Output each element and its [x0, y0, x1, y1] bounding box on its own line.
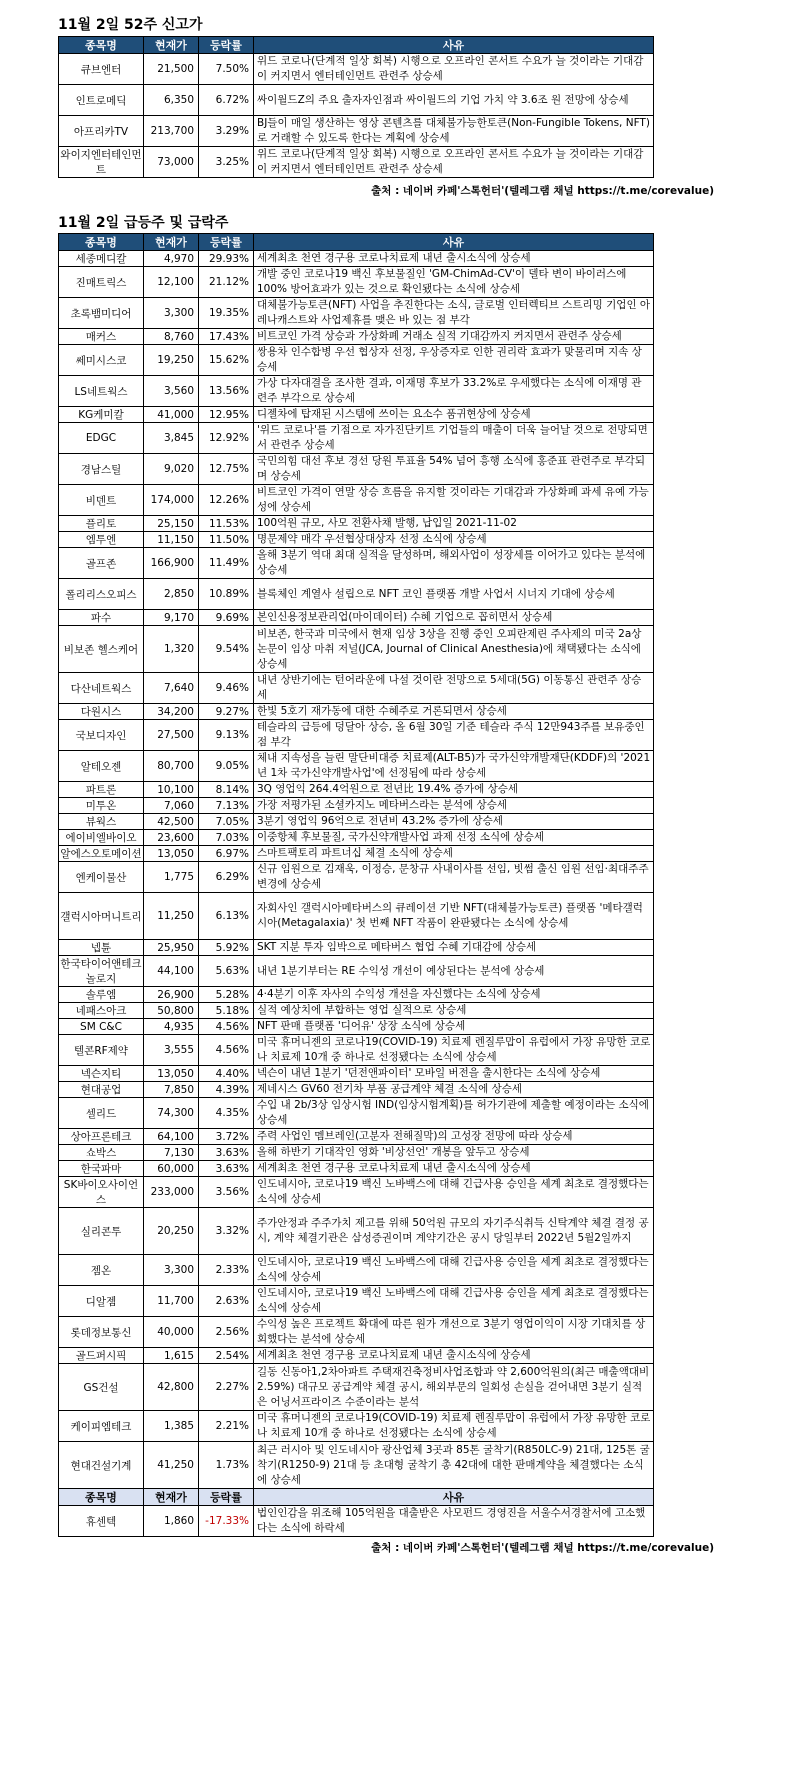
change-rate: 6.72%	[199, 85, 254, 116]
current-price: 80,700	[144, 751, 199, 782]
stock-name: 젬온	[59, 1255, 144, 1286]
reason: 가상 다자대결을 조사한 결과, 이재명 후보가 33.2%로 우세했다는 소식에 이재명 관련주 부각으로 상승세	[254, 376, 654, 407]
current-price: 11,150	[144, 532, 199, 548]
reason: 테슬라의 급등에 덩달아 상승, 올 6월 30일 기준 테슬라 주식 12만943주를 보유중인 점 부각	[254, 720, 654, 751]
stock-name: 와이지엔터테인먼트	[59, 147, 144, 178]
column-header: 종목명	[59, 1489, 144, 1506]
table-row	[59, 298, 654, 329]
current-price: 27,500	[144, 720, 199, 751]
change-rate: 21.12%	[199, 267, 254, 298]
change-rate: 7.03%	[199, 830, 254, 846]
table-row	[59, 1506, 654, 1537]
column-header: 종목명	[59, 37, 144, 54]
table-row	[59, 1019, 654, 1035]
stock-name: 초록뱀미디어	[59, 298, 144, 329]
current-price: 41,250	[144, 1442, 199, 1489]
change-rate: 4.56%	[199, 1035, 254, 1066]
column-header: 현재가	[144, 234, 199, 251]
stock-name: 폴리리스오피스	[59, 579, 144, 610]
change-rate: 3.63%	[199, 1145, 254, 1161]
stock-name: 실리콘투	[59, 1208, 144, 1255]
table-row	[59, 846, 654, 862]
column-header: 사유	[254, 234, 654, 251]
current-price: 20,250	[144, 1208, 199, 1255]
stock-name: 넥슨지티	[59, 1066, 144, 1082]
current-price: 34,200	[144, 704, 199, 720]
reason: 세계최초 천연 경구용 코로나치료제 내년 출시소식에 상승세	[254, 251, 654, 267]
current-price: 74,300	[144, 1098, 199, 1129]
change-rate: 9.54%	[199, 626, 254, 673]
stock-name: 엔케이물산	[59, 862, 144, 893]
change-rate: 11.49%	[199, 548, 254, 579]
stock-name: 미투온	[59, 798, 144, 814]
table-row	[59, 1442, 654, 1489]
reason: 3Q 영업익 264.4억원으로 전년比 19.4% 증가에 상승세	[254, 782, 654, 798]
stock-name: SK바이오사이언스	[59, 1177, 144, 1208]
reason: 넥슨이 내년 1분기 '던전앤파이터' 모바일 버전을 출시한다는 소식에 상승세	[254, 1066, 654, 1082]
reason: 비트코인 가격 상승과 가상화폐 거래소 실적 기대감까지 커지면서 관련주 상승세	[254, 329, 654, 345]
reason: 가장 저평가된 소셜카지노 메타버스라는 분석에 상승세	[254, 798, 654, 814]
current-price: 7,850	[144, 1082, 199, 1098]
new-high-table	[58, 36, 654, 178]
table-row	[59, 407, 654, 423]
stock-name: 솔루엠	[59, 987, 144, 1003]
table-row	[59, 251, 654, 267]
change-rate: 10.89%	[199, 579, 254, 610]
stock-name: KG케미칼	[59, 407, 144, 423]
reason: 인도네시아, 코로나19 백신 노바백스에 대해 긴급사용 승인을 세계 최초로 결정했다는 소식에 상승세	[254, 1255, 654, 1286]
change-rate: -17.33%	[199, 1506, 254, 1537]
stock-name: 아프리카TV	[59, 116, 144, 147]
section1-source: 출처 : 네이버 카페'스톡헌터'(텔레그램 채널 https://t.me/corevalue)	[371, 185, 714, 197]
table-row	[59, 1066, 654, 1082]
current-price: 3,300	[144, 298, 199, 329]
reason: 신규 임원으로 김재욱, 이정승, 문창규 사내이사를 선임, 빗썸 출신 임원 선임·최대주주 변경에 상승세	[254, 862, 654, 893]
stock-name: 비덴트	[59, 485, 144, 516]
section1-title: 11월 2일 52주 신고가	[58, 17, 203, 33]
reason: 법인인감을 위조해 105억원을 대출받은 사모펀드 경영진을 서울수서경찰서에 고소했다는 소식에 하락세	[254, 1506, 654, 1537]
current-price: 13,050	[144, 846, 199, 862]
change-rate: 3.32%	[199, 1208, 254, 1255]
current-price: 26,900	[144, 987, 199, 1003]
table-row	[59, 147, 654, 178]
table-row	[59, 862, 654, 893]
stock-name: 롯데정보통신	[59, 1317, 144, 1348]
reason: 내년 상반기에는 턴어라운에 나설 것이란 전망으로 5세대(5G) 이동통신 관련주 상승세	[254, 673, 654, 704]
stock-name: 디알젬	[59, 1286, 144, 1317]
change-rate: 3.72%	[199, 1129, 254, 1145]
header-row	[59, 1489, 654, 1506]
change-rate: 2.56%	[199, 1317, 254, 1348]
current-price: 13,050	[144, 1066, 199, 1082]
change-rate: 5.28%	[199, 987, 254, 1003]
stock-name: 상아프론테크	[59, 1129, 144, 1145]
table-row	[59, 1208, 654, 1255]
stock-name: 에이비엘바이오	[59, 830, 144, 846]
current-price: 12,100	[144, 267, 199, 298]
change-rate: 3.63%	[199, 1161, 254, 1177]
stock-name: 뷰웍스	[59, 814, 144, 830]
current-price: 213,700	[144, 116, 199, 147]
change-rate: 9.69%	[199, 610, 254, 626]
reason: 비보존, 한국과 미국에서 현재 임상 3상을 진행 중인 오피란제린 주사제의 미국 2a상 논문이 임상 마취 저널(JCA, Journal of Clinical Anesthesia)에 채택됐다는 소식에 상승세	[254, 626, 654, 673]
table-row	[59, 798, 654, 814]
current-price: 60,000	[144, 1161, 199, 1177]
reason: 3분기 영업익 96억으로 전년비 43.2% 증가에 상승세	[254, 814, 654, 830]
current-price: 3,555	[144, 1035, 199, 1066]
current-price: 4,935	[144, 1019, 199, 1035]
reason: 올해 3분기 역대 최대 실적을 달성하며, 해외사업이 성장세를 이어가고 있다는 분석에 상승세	[254, 548, 654, 579]
column-header: 사유	[254, 37, 654, 54]
reason: BJ들이 매일 생산하는 영상 콘텐츠를 대체불가능한토큰(Non-Fungible Tokens, NFT)로 거래할 수 있도록 한다는 계획에 상승세	[254, 116, 654, 147]
table-row	[59, 940, 654, 956]
reason: 세계최초 천연 경구용 코로나치료제 내년 출시소식에 상승세	[254, 1161, 654, 1177]
column-header: 사유	[254, 1489, 654, 1506]
reason: 체내 지속성을 늘린 말단비대증 치료제(ALT-B5)가 국가신약개발재단(KDDF)의 '2021년 1차 국가신약개발사업'에 선정됨에 따라 상승세	[254, 751, 654, 782]
current-price: 44,100	[144, 956, 199, 987]
current-price: 1,615	[144, 1348, 199, 1364]
table-row	[59, 751, 654, 782]
stock-name: 셀리드	[59, 1098, 144, 1129]
reason: 미국 휴머니젠의 코로나19(COVID-19) 치료제 렌질루맙이 유럽에서 가장 유망한 코로나 치료제 10개 중 하나로 선정됐다는 소식에 상승세	[254, 1411, 654, 1442]
reason: 인도네시아, 코로나19 백신 노바백스에 대해 긴급사용 승인을 세계 최초로 결정했다는 소식에 상승세	[254, 1177, 654, 1208]
current-price: 9,170	[144, 610, 199, 626]
change-rate: 7.50%	[199, 54, 254, 85]
change-rate: 12.95%	[199, 407, 254, 423]
column-header: 현재가	[144, 1489, 199, 1506]
change-rate: 29.93%	[199, 251, 254, 267]
current-price: 7,130	[144, 1145, 199, 1161]
stock-name: 한국타이어앤테크놀로지	[59, 956, 144, 987]
reason: NFT 판매 플랫폼 '디어유' 상장 소식에 상승세	[254, 1019, 654, 1035]
reason: 세계최초 천연 경구용 코로나치료제 내년 출시소식에 상승세	[254, 1348, 654, 1364]
table-row	[59, 579, 654, 610]
reason: 위드 코로나(단계적 일상 회복) 시행으로 오프라인 콘서트 수요가 늘 것이라는 기대감이 커지면서 엔터테인먼트 관련주 상승세	[254, 147, 654, 178]
change-rate: 9.05%	[199, 751, 254, 782]
current-price: 42,800	[144, 1364, 199, 1411]
stock-name: 골드퍼시픽	[59, 1348, 144, 1364]
change-rate: 4.56%	[199, 1019, 254, 1035]
table-row	[59, 1098, 654, 1129]
reason: 수익성 높은 프로젝트 확대에 따른 원가 개선으로 3분기 영업이익이 시장 기대치를 상회했다는 분석에 상승세	[254, 1317, 654, 1348]
table-row	[59, 782, 654, 798]
change-rate: 3.29%	[199, 116, 254, 147]
table-row	[59, 673, 654, 704]
current-price: 25,150	[144, 516, 199, 532]
table-row	[59, 532, 654, 548]
table-row	[59, 1255, 654, 1286]
column-header: 등락률	[199, 234, 254, 251]
change-rate: 2.33%	[199, 1255, 254, 1286]
change-rate: 12.26%	[199, 485, 254, 516]
table-row	[59, 1082, 654, 1098]
table-row	[59, 454, 654, 485]
change-rate: 11.50%	[199, 532, 254, 548]
reason: 자회사인 갤럭시아메타버스의 큐레이션 기반 NFT(대체불가능토큰) 플랫폼 '메타갤럭시아(Metagalaxia)' 첫 번째 NFT 작품이 완판됐다는 소식에 상승세	[254, 893, 654, 940]
change-rate: 8.14%	[199, 782, 254, 798]
column-header: 등락률	[199, 37, 254, 54]
table-row	[59, 548, 654, 579]
reason: 이중항체 후보물질, 국가신약개발사업 과제 선정 소식에 상승세	[254, 830, 654, 846]
stock-name: 휴센텍	[59, 1506, 144, 1537]
change-rate: 12.75%	[199, 454, 254, 485]
reason: 길동 신동아1,2차아파트 주택재건축정비사업조합과 약 2,600억원의(최근 매출액대비 2.59%) 대규모 공급계약 체결 공시, 해외부문의 일회성 손실을 걷어내면 3분기 실적은 어닝서프라이즈 수준이라는 분석	[254, 1364, 654, 1411]
stock-name: 텔콘RF제약	[59, 1035, 144, 1066]
current-price: 1,320	[144, 626, 199, 673]
current-price: 8,760	[144, 329, 199, 345]
stock-name: 경남스틸	[59, 454, 144, 485]
stock-name: SM C&C	[59, 1019, 144, 1035]
change-rate: 2.27%	[199, 1364, 254, 1411]
reason: 실적 예상치에 부합하는 영업 실적으로 상승세	[254, 1003, 654, 1019]
current-price: 2,850	[144, 579, 199, 610]
stock-name: 국보디자인	[59, 720, 144, 751]
stock-name: 엠투엔	[59, 532, 144, 548]
table-row	[59, 1129, 654, 1145]
current-price: 174,000	[144, 485, 199, 516]
reason: 인도네시아, 코로나19 백신 노바백스에 대해 긴급사용 승인을 세계 최초로 결정했다는 소식에 상승세	[254, 1286, 654, 1317]
current-price: 1,860	[144, 1506, 199, 1537]
column-header: 등락률	[199, 1489, 254, 1506]
change-rate: 9.46%	[199, 673, 254, 704]
stock-name: 쇼박스	[59, 1145, 144, 1161]
current-price: 4,970	[144, 251, 199, 267]
current-price: 166,900	[144, 548, 199, 579]
current-price: 6,350	[144, 85, 199, 116]
stock-name: 네패스아크	[59, 1003, 144, 1019]
change-rate: 19.35%	[199, 298, 254, 329]
stock-name: 쎄미시스코	[59, 345, 144, 376]
current-price: 7,640	[144, 673, 199, 704]
table-row	[59, 1317, 654, 1348]
stock-name: 넵튠	[59, 940, 144, 956]
stock-name: 알테오젠	[59, 751, 144, 782]
current-price: 1,775	[144, 862, 199, 893]
current-price: 11,700	[144, 1286, 199, 1317]
table-row	[59, 626, 654, 673]
stock-name: 한국파마	[59, 1161, 144, 1177]
table-row	[59, 987, 654, 1003]
table-row	[59, 610, 654, 626]
stock-name: 진매트릭스	[59, 267, 144, 298]
table-row	[59, 1177, 654, 1208]
stock-name: 다원시스	[59, 704, 144, 720]
change-rate: 5.18%	[199, 1003, 254, 1019]
column-header: 현재가	[144, 37, 199, 54]
reason: 명문제약 매각 우선협상대상자 선정 소식에 상승세	[254, 532, 654, 548]
reason: 올해 하반기 기대작인 영화 '비상선언' 개봉을 앞두고 상승세	[254, 1145, 654, 1161]
table-row	[59, 830, 654, 846]
stock-name: 인트로메딕	[59, 85, 144, 116]
table-row	[59, 814, 654, 830]
table-row	[59, 516, 654, 532]
table-row	[59, 376, 654, 407]
change-rate: 7.13%	[199, 798, 254, 814]
stock-name: 현대건설기계	[59, 1442, 144, 1489]
change-rate: 2.21%	[199, 1411, 254, 1442]
table-row	[59, 893, 654, 940]
reason: 위드 코로나(단계적 일상 회복) 시행으로 오프라인 콘서트 수요가 늘 것이라는 기대감이 커지면서 엔터테인먼트 관련주 상승세	[254, 54, 654, 85]
current-price: 3,300	[144, 1255, 199, 1286]
table-row	[59, 1145, 654, 1161]
table-row	[59, 956, 654, 987]
stock-name: 세종메디칼	[59, 251, 144, 267]
stock-name: 플리토	[59, 516, 144, 532]
current-price: 19,250	[144, 345, 199, 376]
stock-name: LS네트웍스	[59, 376, 144, 407]
reason: 쌍용차 인수합병 우선 협상자 선정, 우상증자로 인한 권리락 효과가 맞물리며 지속 상승세	[254, 345, 654, 376]
reason: 주력 사업인 멤브레인(고분자 전해질막)의 고성장 전망에 따라 상승세	[254, 1129, 654, 1145]
change-rate: 2.54%	[199, 1348, 254, 1364]
table-row	[59, 85, 654, 116]
reason: 블록체인 계열사 설립으로 NFT 코인 플랫폼 개발 사업서 시너지 기대에 상승세	[254, 579, 654, 610]
reason: 스마트팩토리 파트너십 체결 소식에 상승세	[254, 846, 654, 862]
change-rate: 12.92%	[199, 423, 254, 454]
reason: 한빛 5호기 재가동에 대한 수혜주로 거론되면서 상승세	[254, 704, 654, 720]
change-rate: 1.73%	[199, 1442, 254, 1489]
current-price: 42,500	[144, 814, 199, 830]
current-price: 9,020	[144, 454, 199, 485]
header-row	[59, 37, 654, 54]
reason: 국민의힘 대선 후보 경선 당원 투표율 54% 넘어 흥행 소식에 홍준표 관련주로 부각되며 상승세	[254, 454, 654, 485]
reason: 100억원 규모, 사모 전환사채 발행, 납입일 2021-11-02	[254, 516, 654, 532]
table-row	[59, 720, 654, 751]
stock-name: 비보존 헬스케어	[59, 626, 144, 673]
reason: 4·4분기 이후 자사의 수익성 개선을 자신했다는 소식에 상승세	[254, 987, 654, 1003]
change-rate: 6.13%	[199, 893, 254, 940]
stock-name: GS건설	[59, 1364, 144, 1411]
change-rate: 9.13%	[199, 720, 254, 751]
current-price: 25,950	[144, 940, 199, 956]
stock-name: EDGC	[59, 423, 144, 454]
table-row	[59, 485, 654, 516]
section2-title: 11월 2일 급등주 및 급락주	[58, 215, 229, 231]
current-price: 21,500	[144, 54, 199, 85]
table-row	[59, 1003, 654, 1019]
stock-name: 매커스	[59, 329, 144, 345]
stock-name: 파수	[59, 610, 144, 626]
reason: SKT 지분 투자 임박으로 메타버스 협업 수혜 기대감에 상승세	[254, 940, 654, 956]
reason: 대체불가능토큰(NFT) 사업을 추진한다는 소식, 글로벌 인터렉티브 스트리밍 기업인 아레나캐스트와 사업제휴를 맺은 바 있는 점 부각	[254, 298, 654, 329]
section2-source: 출처 : 네이버 카페'스톡헌터'(텔레그램 채널 https://t.me/corevalue)	[371, 1542, 714, 1554]
table-row	[59, 54, 654, 85]
table-row	[59, 1286, 654, 1317]
change-rate: 4.39%	[199, 1082, 254, 1098]
change-rate: 6.97%	[199, 846, 254, 862]
table-row	[59, 1161, 654, 1177]
table-row	[59, 1364, 654, 1411]
change-rate: 13.56%	[199, 376, 254, 407]
reason: 디젤차에 탑재된 시스템에 쓰이는 요소수 품귀현상에 상승세	[254, 407, 654, 423]
current-price: 40,000	[144, 1317, 199, 1348]
current-price: 11,250	[144, 893, 199, 940]
table-row	[59, 267, 654, 298]
stock-name: 현대공업	[59, 1082, 144, 1098]
change-rate: 6.29%	[199, 862, 254, 893]
table-row	[59, 423, 654, 454]
stock-name: 파트론	[59, 782, 144, 798]
surge-table	[58, 233, 654, 1537]
table-row	[59, 1035, 654, 1066]
stock-name: 갤럭시아머니트리	[59, 893, 144, 940]
reason: 본인신용정보관리업(마이데이터) 수혜 기업으로 꼽히면서 상승세	[254, 610, 654, 626]
reason: 내년 1분기부터는 RE 수익성 개선이 예상된다는 분석에 상승세	[254, 956, 654, 987]
change-rate: 17.43%	[199, 329, 254, 345]
change-rate: 3.25%	[199, 147, 254, 178]
change-rate: 9.27%	[199, 704, 254, 720]
reason: 미국 휴머니젠의 코로나19(COVID-19) 치료제 렌질루맙이 유럽에서 가장 유망한 코로나 치료제 10개 중 하나로 선정됐다는 소식에 상승세	[254, 1035, 654, 1066]
reason: 수입 내 2b/3상 임상시험 IND(임상시험계획)를 허가기관에 제출할 예정이라는 소식에 상승세	[254, 1098, 654, 1129]
table-row	[59, 116, 654, 147]
reason: 싸이월드Z의 주요 출자자인점과 싸이월드의 기업 가치 약 3.6조 원 전망에 상승세	[254, 85, 654, 116]
reason: '위드 코로나'를 기점으로 자가진단키트 기업들의 매출이 더욱 늘어날 것으로 전망되면서 관련주 상승세	[254, 423, 654, 454]
reason: 개발 중인 코로나19 백신 후보물질인 'GM-ChimAd-CV'이 델타 변이 바이러스에 100% 방어효과가 있는 것으로 확인됐다는 소식에 상승세	[254, 267, 654, 298]
change-rate: 7.05%	[199, 814, 254, 830]
change-rate: 2.63%	[199, 1286, 254, 1317]
table-row	[59, 1411, 654, 1442]
change-rate: 4.35%	[199, 1098, 254, 1129]
header-row	[59, 234, 654, 251]
change-rate: 5.63%	[199, 956, 254, 987]
reason: 제네시스 GV60 전기차 부품 공급계약 체결 소식에 상승세	[254, 1082, 654, 1098]
current-price: 1,385	[144, 1411, 199, 1442]
change-rate: 5.92%	[199, 940, 254, 956]
change-rate: 3.56%	[199, 1177, 254, 1208]
stock-name: 케이피엠테크	[59, 1411, 144, 1442]
change-rate: 15.62%	[199, 345, 254, 376]
table-row	[59, 329, 654, 345]
current-price: 41,000	[144, 407, 199, 423]
reason: 최근 러시아 및 인도네시아 광산업체 3곳과 85톤 굴착기(R850LC-9) 21대, 125톤 굴착기(R1250-9) 21대 등 초대형 굴착기 총 42대에 대한 판매계약을 체결했다는 소식에 상승세	[254, 1442, 654, 1489]
current-price: 10,100	[144, 782, 199, 798]
reason: 주가안정과 주주가치 제고를 위해 50억원 규모의 자기주식취득 신탁계약 체결 결정 공시, 계약 체결기관은 삼성증권이며 계약기간은 공시 당일부터 2022년 5월2일까지	[254, 1208, 654, 1255]
current-price: 7,060	[144, 798, 199, 814]
stock-name: 알에스오토메이션	[59, 846, 144, 862]
current-price: 3,560	[144, 376, 199, 407]
table-row	[59, 345, 654, 376]
table-row	[59, 1348, 654, 1364]
change-rate: 4.40%	[199, 1066, 254, 1082]
current-price: 50,800	[144, 1003, 199, 1019]
reason: 비트코인 가격이 연말 상승 흐름을 유지할 것이라는 기대감과 가상화폐 과세 유예 가능성에 상승세	[254, 485, 654, 516]
current-price: 64,100	[144, 1129, 199, 1145]
stock-name: 다산네트웍스	[59, 673, 144, 704]
current-price: 73,000	[144, 147, 199, 178]
current-price: 233,000	[144, 1177, 199, 1208]
stock-name: 큐브엔터	[59, 54, 144, 85]
current-price: 3,845	[144, 423, 199, 454]
current-price: 23,600	[144, 830, 199, 846]
column-header: 종목명	[59, 234, 144, 251]
change-rate: 11.53%	[199, 516, 254, 532]
table-row	[59, 704, 654, 720]
stock-name: 골프존	[59, 548, 144, 579]
